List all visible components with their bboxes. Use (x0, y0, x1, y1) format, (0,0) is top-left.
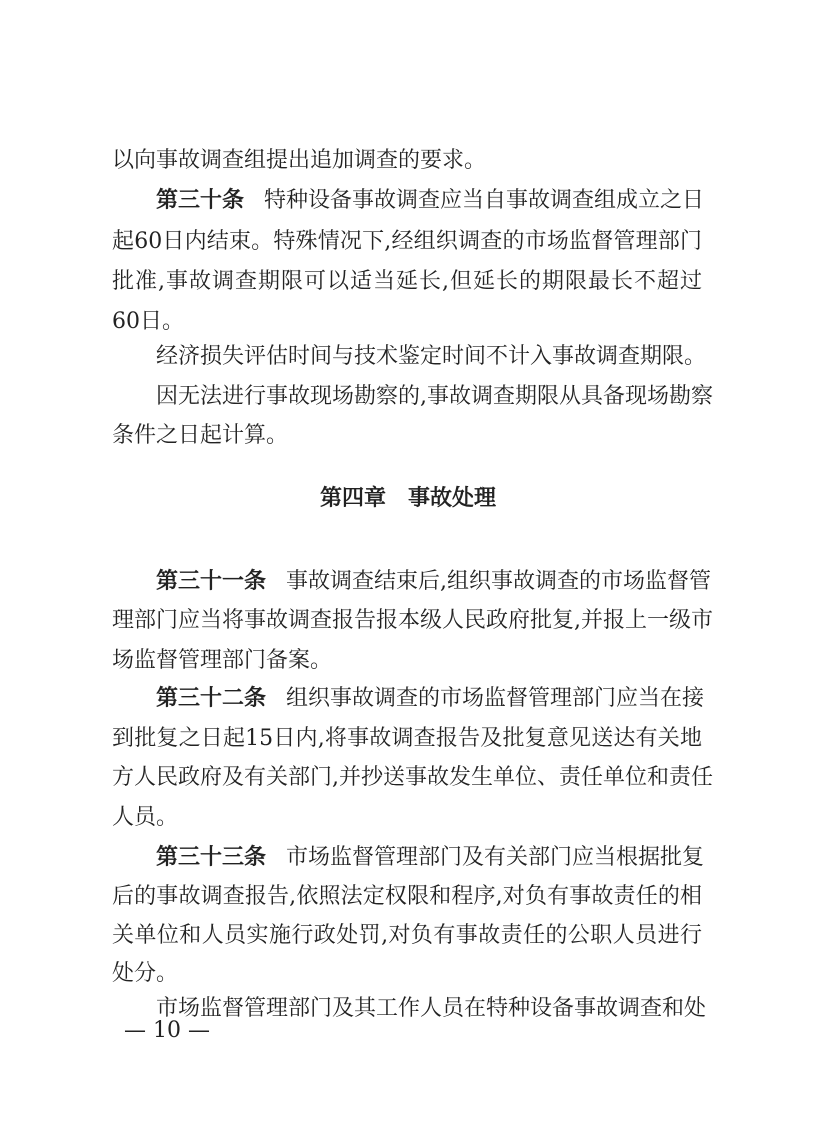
paragraph-line: 因无法进行事故现场勘察的,事故调查期限从具备现场勘察 (156, 384, 713, 409)
paragraph-line: 起60日内结束。特殊情况下,经组织调查的市场监督管理部门 (112, 229, 702, 254)
article-31-first-line (156, 569, 712, 595)
article-33-label: 第三十三条 (156, 845, 267, 870)
article-30-label: 第三十条 (156, 188, 245, 213)
paragraph-line: 方人民政府及有关部门,并抄送事故发生单位、责任单位和责任 (112, 765, 713, 790)
article-31-label: 第三十一条 (156, 569, 267, 594)
paragraph-line: 经济损失评估时间与技术鉴定时间不计入事故调查期限。 (156, 344, 707, 369)
article-33-first-line (156, 845, 705, 871)
paragraph-text: 特种设备事故调查应当自事故调查组成立之日 (264, 188, 705, 213)
paragraph-line: 关单位和人员实施行政处罚,对负有事故责任的公职人员进行 (112, 923, 702, 948)
article-32-label: 第三十二条 (156, 686, 267, 711)
paragraph-line: 理部门应当将事故调查报告报本级人民政府批复,并报上一级市 (112, 608, 713, 633)
page-number: — 10 — (124, 1018, 210, 1043)
paragraph-line: 处分。 (112, 961, 179, 986)
paragraph-line: 以向事故调查组提出追加调查的要求。 (112, 148, 487, 173)
paragraph-line: 后的事故调查报告,依照法定权限和程序,对负有事故责任的相 (112, 884, 702, 909)
paragraph-line: 到批复之日起15日内,将事故调查报告及批复意见送达有关地 (112, 726, 702, 751)
chapter-title: 第四章 事故处理 (319, 486, 496, 511)
paragraph-text: 事故调查结束后,组织事故调查的市场监督管 (286, 569, 712, 594)
paragraph-line: 批准,事故调查期限可以适当延长,但延长的期限最长不超过 (112, 269, 702, 294)
paragraph-line: 市场监督管理部门及其工作人员在特种设备事故调查和处 (156, 996, 707, 1021)
article-32-first-line (156, 686, 705, 712)
paragraph-text: 组织事故调查的市场监督管理部门应当在接 (286, 686, 705, 711)
paragraph-line: 人员。 (112, 805, 179, 830)
article-30-first-line (156, 188, 705, 214)
paragraph-line: 场监督管理部门备案。 (112, 648, 333, 673)
paragraph-text: 市场监督管理部门及有关部门应当根据批复 (286, 845, 705, 870)
paragraph-line: 60日。 (112, 309, 184, 334)
paragraph-line: 条件之日起计算。 (112, 423, 289, 448)
